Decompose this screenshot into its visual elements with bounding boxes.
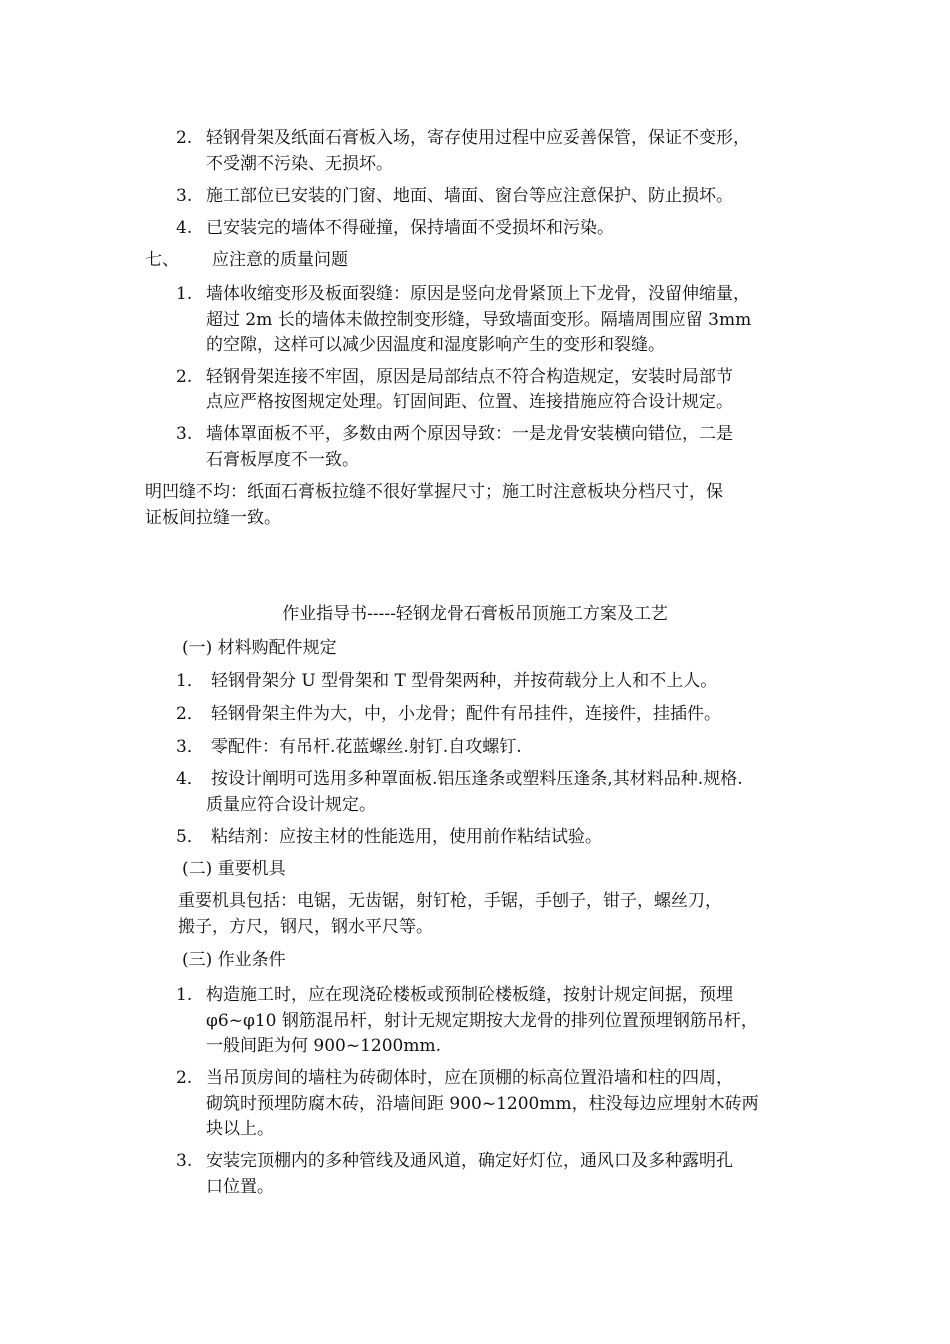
item-text: 口位置。: [206, 1177, 274, 1197]
item-number: 3.: [176, 186, 193, 206]
item-text: 轻钢骨架主件为大，中，小龙骨；配件有吊挂件，连接件，挂插件。: [211, 704, 721, 724]
item-text: 安装完顶棚内的多种管线及通风道，确定好灯位，通风口及多种露明孔: [206, 1151, 733, 1171]
item-text: 墙体罩面板不平，多数由两个原因导致：一是龙骨安装横向错位，二是: [206, 424, 733, 444]
item-text: 砌筑时预埋防腐木砖，沿墙间距 900~1200mm，柱没每边应埋射木砖两: [206, 1094, 759, 1114]
item-text: 轻钢骨架及纸面石膏板入场，寄存使用过程中应妥善保管，保证不变形，: [206, 128, 750, 148]
item-text: 不受潮不污染、无损坏。: [206, 154, 393, 174]
item-text: 石膏板厚度不一致。: [206, 450, 359, 470]
paragraph-line: 明凹缝不均：纸面石膏板拉缝不很好掌握尺寸；施工时注意板块分档尺寸，保: [145, 482, 723, 502]
item-text: 当吊顶房间的墙柱为砖砌体时，应在顶棚的标高位置沿墙和柱的四周，: [206, 1068, 733, 1088]
item-text: 点应严格按图规定处理。钉固间距、位置、连接措施应符合设计规定。: [206, 392, 733, 412]
item-text: 一般间距为何 900~1200mm.: [206, 1036, 442, 1056]
item-number: 5．: [176, 827, 204, 847]
item-text: 块以上。: [206, 1119, 274, 1139]
section-title: 应注意的质量问题: [212, 250, 348, 270]
item-number: 3.: [176, 424, 193, 444]
section-number: 七、: [145, 250, 179, 270]
item-number: 1.: [176, 284, 193, 304]
item-text: 超过 2m 长的墙体未做控制变形缝，导致墙面变形。隔墙周围应留 3mm: [206, 310, 752, 330]
item-text: 已安装完的墙体不得碰撞，保持墙面不受损坏和污染。: [206, 218, 614, 238]
item-number: 2.: [176, 367, 193, 387]
item-number: 2.: [176, 128, 193, 148]
part-heading: (一) 材料购配件规定: [182, 638, 337, 658]
item-number: 3.: [176, 1151, 193, 1171]
part-heading: (三) 作业条件: [182, 950, 286, 970]
item-number: 2．: [176, 704, 204, 724]
item-text: 的空隙，这样可以减少因温度和湿度影响产生的变形和裂缝。: [206, 335, 665, 355]
item-text: 质量应符合设计规定。: [206, 795, 376, 815]
item-number: 1.: [176, 985, 193, 1005]
part-heading: (二) 重要机具: [182, 859, 286, 879]
item-text: 零配件：有吊杆.花蓝螺丝.射钉.自攻螺钉.: [211, 737, 522, 757]
item-text: 轻钢骨架分 U 型骨架和 T 型骨架两种，并按荷载分上人和不上人。: [211, 671, 718, 691]
paragraph-line: 重要机具包括：电锯，无齿锯，射钉枪，手锯，手刨子，钳子，螺丝刀，: [178, 891, 722, 911]
item-number: 3．: [176, 737, 204, 757]
item-text: 粘结剂：应按主材的性能选用，使用前作粘结试验。: [211, 827, 602, 847]
item-text: φ6~φ10 钢筋混吊杆，射计无规定期按大龙骨的排列位置预埋钢筋吊杆，: [206, 1011, 758, 1031]
item-text: 墙体收缩变形及板面裂缝：原因是竖向龙骨紧顶上下龙骨，没留伸缩量，: [206, 284, 750, 304]
paragraph-line: 证板间拉缝一致。: [145, 508, 281, 528]
item-number: 2.: [176, 1068, 193, 1088]
paragraph-line: 搬子，方尺，钢尺，钢水平尺等。: [178, 917, 433, 937]
item-text: 构造施工时，应在现浇砼楼板或预制砼楼板缝，按射计规定间据，预埋: [206, 985, 733, 1005]
item-text: 轻钢骨架连接不牢固，原因是局部结点不符合构造规定，安装时局部节: [206, 367, 733, 387]
item-number: 4.: [176, 218, 193, 238]
item-text: 施工部位已安装的门窗、地面、墙面、窗台等应注意保护、防止损坏。: [206, 186, 733, 206]
item-text: 按设计阐明可选用多种罩面板.铝压逢条或塑料压逢条,其材料品种.规格.: [211, 769, 743, 789]
item-number: 4．: [176, 769, 204, 789]
document-title: 作业指导书-----轻钢龙骨石膏板吊顶施工方案及工艺: [282, 604, 668, 624]
item-number: 1．: [176, 671, 204, 691]
